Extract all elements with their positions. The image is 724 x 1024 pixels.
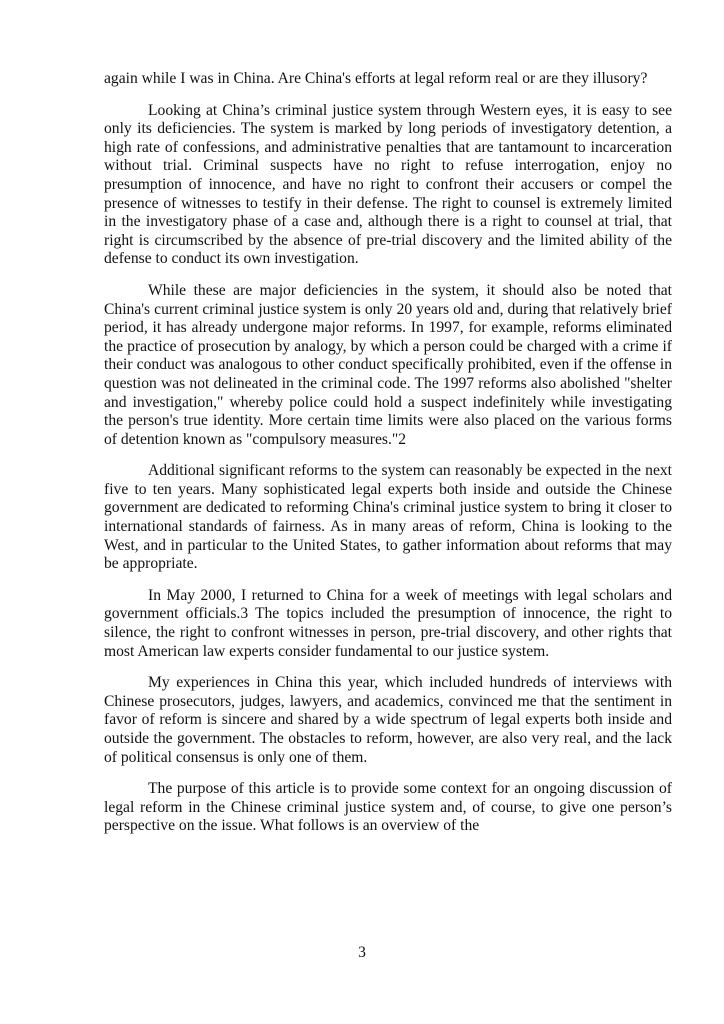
page-number: 3 [358, 944, 366, 961]
document-body [104, 70, 672, 849]
paragraph-experiences: My experiences in China this year, which included hundreds of interviews with Chinese prosecutors, judges, lawyers, and academics, convinced me that the sentiment in favor of reform is sincere and shared by a wide spectrum of legal experts both inside and outside the government. The obstacles to reform, however, are also very real, and the lack of political consensus is only one of them. [104, 674, 672, 766]
paragraph-additional-reforms: Additional significant reforms to the system can reasonably be expected in the next five to ten years. Many sophisticated legal experts both inside and outside the Chinese government are dedicated to reforming China's criminal justice system to bring it closer to international standards of fairness. As in many areas of reform, China is looking to the West, and in particular to the United States, to gather information about reforms that may be appropriate. [104, 462, 672, 573]
paragraph-deficiencies: Looking at China’s criminal justice system through Western eyes, it is easy to see only its deficiencies. The system is marked by long periods of investigatory detention, a high rate of confessions, and administrative penalties that are tantamount to incarceration without trial. Criminal suspects have no right to refuse interrogation, enjoy no presumption of innocence, and have no right to confront their accusers or compel the presence of witnesses to testify in their defense. The right to counsel is extremely limited in the investigatory phase of a case and, although there is a right to counsel at trial, that right is circumscribed by the absence of pre-trial discovery and the limited ability of the defense to conduct its own investigation. [104, 101, 672, 268]
paragraph-purpose: The purpose of this article is to provide some context for an ongoing discussion of legal reform in the Chinese criminal justice system and, of course, to give one person’s perspective on the issue. What follows is an overview of the [104, 780, 672, 835]
paragraph-continuation: again while I was in China. Are China's efforts at legal reform real or are they illusory? [104, 70, 648, 87]
paragraph-may-2000: In May 2000, I returned to China for a week of meetings with legal scholars and government officials.3 The topics included the presumption of innocence, the right to silence, the right to confront witnesses in person, pre-trial discovery, and other rights that most American law experts consider fundamental to our justice system. [104, 586, 672, 660]
paragraph-reforms-1997: While these are major deficiencies in the system, it should also be noted that China's current criminal justice system is only 20 years old and, during that relatively brief period, it has already undergone major reforms. In 1997, for example, reforms eliminated the practice of prosecution by analogy, by which a person could be charged with a crime if their conduct was analogous to other conduct specifically prohibited, even if the offense in question was not delineated in the criminal code. The 1997 reforms also abolished "shelter and investigation," whereby police could hold a suspect indefinitely while investigating the person's true identity. More certain time limits were also placed on the various forms of detention known as "compulsory measures."2 [104, 281, 672, 448]
